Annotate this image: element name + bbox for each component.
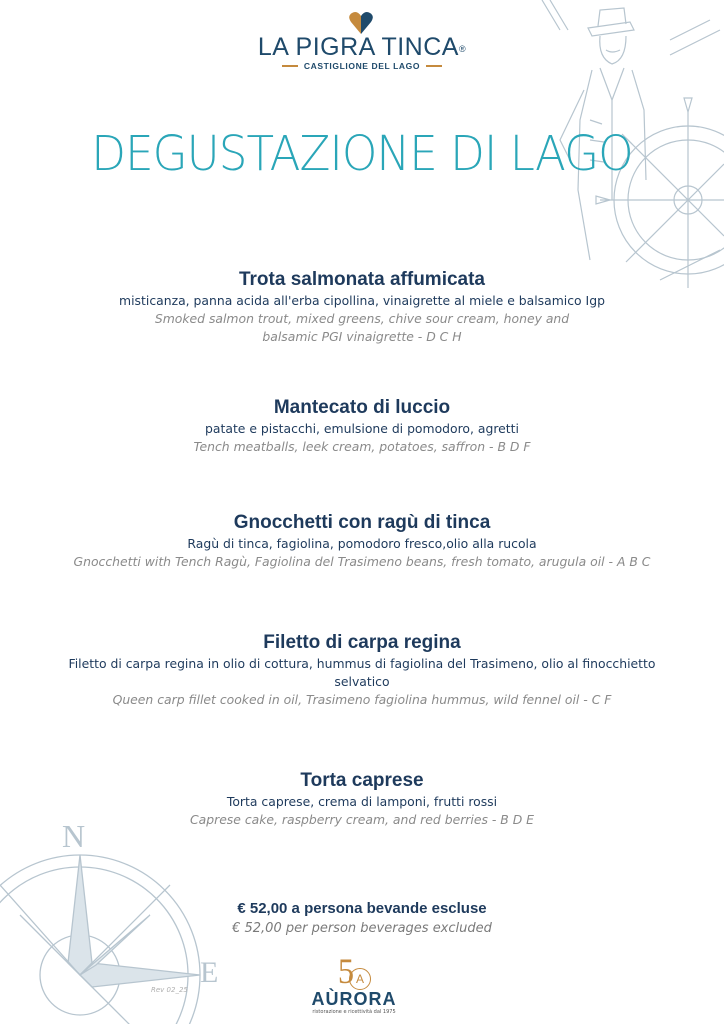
course-description-en: Queen carp fillet cooked in oil, Trasimeno fagiolina hummus, wild fennel oil - C F [112,692,612,707]
aurora-tagline: ristorazione e ricettività dal 1975 [312,1008,396,1015]
course-description-it-2: selvatico [334,674,390,689]
logo-name [0,34,724,60]
registered-mark: ® [458,44,467,54]
aurora-logo [302,953,406,1016]
logo-bar-left [282,65,298,67]
aurora-number: 5 [337,951,355,991]
course-5 [10,769,714,829]
price-italian: € 52,00 a persona bevande escluse [237,900,487,917]
course-3 [10,511,714,571]
logo-name-text: LA PIGRA TINCA [257,33,459,61]
logo-location [0,61,724,71]
logo-location-text: CASTIGLIONE DEL LAGO [303,61,421,71]
course-name: Mantecato di luccio [273,397,451,418]
price-english: € 52,00 per person beverages excluded [232,921,492,936]
course-description-en: Tench meatballs, leek cream, potatoes, saffron - B D F [193,439,531,454]
course-name: Trota salmonata affumicata [238,269,486,290]
course-4 [10,631,714,709]
aurora-name: AÙRORA [311,988,397,1009]
course-description-en: Caprese cake, raspberry cream, and red berries - B D E [189,812,534,827]
course-name: Torta caprese [300,770,424,791]
price-block [0,899,724,939]
course-description-it: Filetto di carpa regina in olio di cottura, hummus di fagiolina del Trasimeno, olio al finocchietto [68,656,656,671]
menu-title: DEGUSTAZIONE DI LAGO [91,126,633,182]
logo-bar-right [426,65,442,67]
revision-label: Rev 02_25 [151,986,188,994]
course-name: Filetto di carpa regina [263,632,461,653]
course-1 [10,268,714,346]
course-description-en-2: balsamic PGI vinaigrette - D C H [262,329,462,344]
course-description-en: Gnocchetti with Tench Ragù, Fagiolina del Trasimeno beans, fresh tomato, arugula oil - A B C [73,554,651,569]
course-description-it: Torta caprese, crema di lamponi, frutti rossi [226,794,498,809]
aurora-letter-circle: A [349,968,371,990]
course-description-it: patate e pistacchi, emulsione di pomodoro, agretti [205,421,519,436]
compass-letter-e: E [200,956,219,989]
course-description-en: Smoked salmon trout, mixed greens, chive sour cream, honey and [154,311,570,326]
course-description-it: misticanza, panna acida all'erba cipollina, vinaigrette al miele e balsamico Igp [119,293,605,308]
course-name: Gnocchetti con ragù di tinca [233,512,491,533]
course-2 [10,396,714,456]
course-description-it: Ragù di tinca, fagiolina, pomodoro fresco,olio alla rucola [187,536,537,551]
compass-letter-n: N [62,818,86,854]
restaurant-logo [0,10,724,71]
